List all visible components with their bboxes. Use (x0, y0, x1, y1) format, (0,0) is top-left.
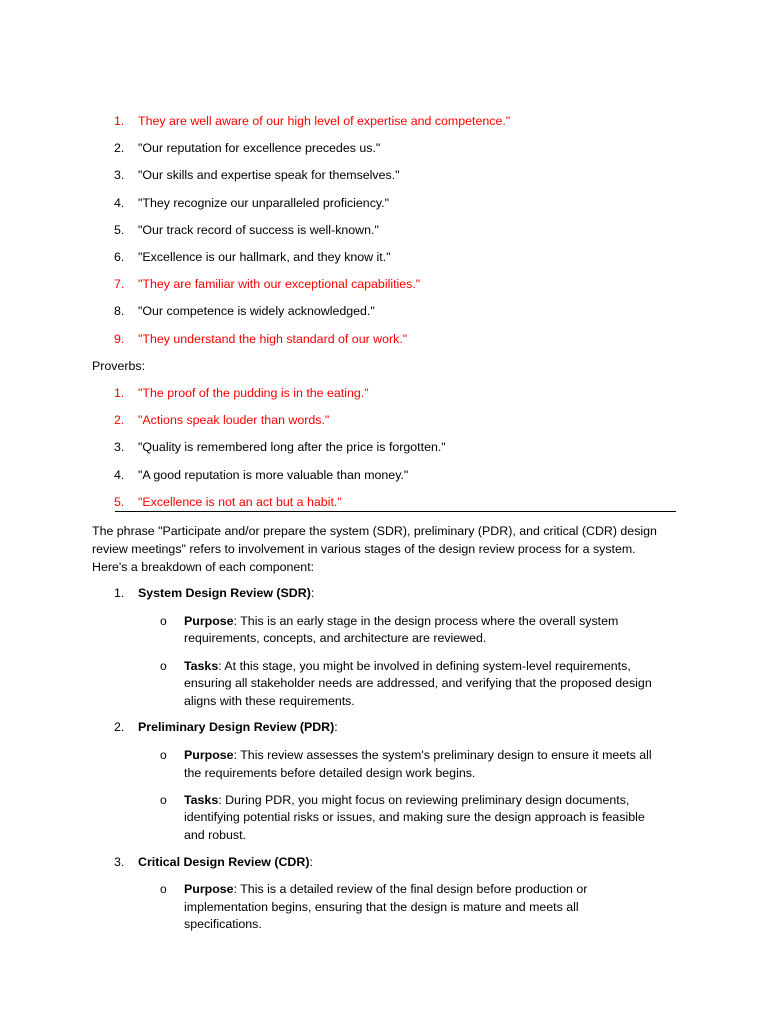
list-item (92, 139, 682, 157)
item-number: 4. (114, 467, 125, 482)
item-text: "They understand the high standard of our work." (138, 331, 408, 346)
review-title: Critical Design Review (CDR): (138, 855, 313, 869)
item-number: 5. (114, 494, 125, 509)
list-item (92, 438, 682, 456)
item-text: "Actions speak louder than words." (138, 413, 330, 428)
item-text: "Our skills and expertise speak for themselves." (138, 168, 400, 183)
sdr-purpose-line-2: requirements, concepts, and architecture are reviewed. (184, 631, 487, 645)
list-item (92, 194, 682, 212)
intro-line-3: Here's a breakdown of each component: (92, 560, 315, 574)
item-text: "They recognize our unparalleled proficiency." (138, 195, 390, 210)
list-item (92, 248, 682, 266)
review-title: System Design Review (SDR): (138, 586, 315, 600)
sdr-tasks-line-2: ensuring all stakeholder needs are addressed, and verifying that the proposed design (184, 676, 652, 690)
cdr-purpose-line-3: specifications. (184, 917, 262, 931)
review-item-cdr (92, 853, 682, 871)
item-number: 6. (114, 250, 125, 264)
item-number: 1. (114, 386, 125, 400)
item-text: They are well aware of our high level of expertise and competence." (138, 114, 511, 128)
sdr-tasks-line-1: Tasks: At this stage, you might be involved in defining system-level requirements, (184, 659, 631, 673)
list-item (92, 330, 682, 348)
item-text: "Our track record of success is well-known." (138, 222, 379, 237)
cdr-purpose-line-2: implementation begins, ensuring that the design is mature and meets all (184, 900, 579, 914)
item-text: "Our reputation for excellence precedes us." (138, 141, 381, 156)
review-item-sdr (92, 584, 682, 602)
item-number: 7. (114, 277, 125, 292)
item-text: "A good reputation is more valuable than money." (138, 467, 409, 482)
bullet-icon: o (160, 793, 167, 807)
pdr-tasks-line-1: Tasks: During PDR, you might focus on reviewing preliminary design documents, (184, 793, 630, 807)
intro-line-1: The phrase "Participate and/or prepare the system (SDR), preliminary (PDR), and critical (CDR) design (92, 524, 657, 538)
sdr-purpose-line-1: Purpose: This is an early stage in the design process where the overall system (184, 614, 619, 628)
list-item (92, 302, 682, 320)
bullet-icon: o (160, 748, 167, 762)
item-text: "Excellence is our hallmark, and they know it." (138, 250, 391, 264)
item-number: 3. (114, 855, 125, 869)
item-number: 8. (114, 304, 125, 319)
list-item (92, 166, 682, 184)
pdr-tasks-line-3: and robust. (184, 828, 246, 842)
item-number: 2. (114, 720, 125, 734)
cdr-purpose-line-1: Purpose: This is a detailed review of the final design before production or (184, 882, 588, 896)
review-item-pdr (92, 718, 682, 736)
item-text: "Excellence is not an act but a habit." (138, 494, 342, 509)
bullet-icon: o (160, 614, 167, 628)
bullet-icon: o (160, 659, 167, 673)
item-number: 1. (114, 114, 125, 128)
list-item (92, 411, 682, 429)
item-number: 4. (114, 195, 125, 210)
bullet-icon: o (160, 882, 167, 896)
proverbs-heading: Proverbs: (92, 359, 146, 373)
item-number: 9. (114, 331, 125, 346)
horizontal-divider (115, 511, 676, 512)
item-number: 2. (114, 413, 125, 428)
list-item (92, 221, 682, 239)
item-text: "The proof of the pudding is in the eating." (138, 386, 369, 400)
item-number: 5. (114, 222, 125, 237)
pdr-tasks-line-2: identifying potential risks or issues, and making sure the design approach is feasible (184, 810, 645, 824)
item-text: "Quality is remembered long after the price is forgotten." (138, 440, 446, 455)
item-number: 2. (114, 141, 125, 156)
sdr-tasks-line-3: aligns with these requirements. (184, 694, 355, 708)
list-item (92, 466, 682, 484)
list-item (92, 112, 682, 130)
list-item (92, 493, 682, 511)
pdr-purpose-line-1: Purpose: This review assesses the system's preliminary design to ensure it meets all (184, 748, 652, 762)
item-number: 3. (114, 168, 125, 183)
list-item (92, 384, 682, 402)
pdr-purpose-line-2: the requirements before detailed design work begins. (184, 766, 476, 780)
list-item (92, 275, 682, 293)
item-text: "Our competence is widely acknowledged." (138, 304, 375, 319)
item-number: 3. (114, 440, 125, 455)
item-text: "They are familiar with our exceptional capabilities." (138, 277, 421, 292)
review-title: Preliminary Design Review (PDR): (138, 720, 338, 734)
item-number: 1. (114, 586, 125, 600)
intro-line-2: review meetings" refers to involvement in various stages of the design review process for a system. (92, 542, 636, 556)
